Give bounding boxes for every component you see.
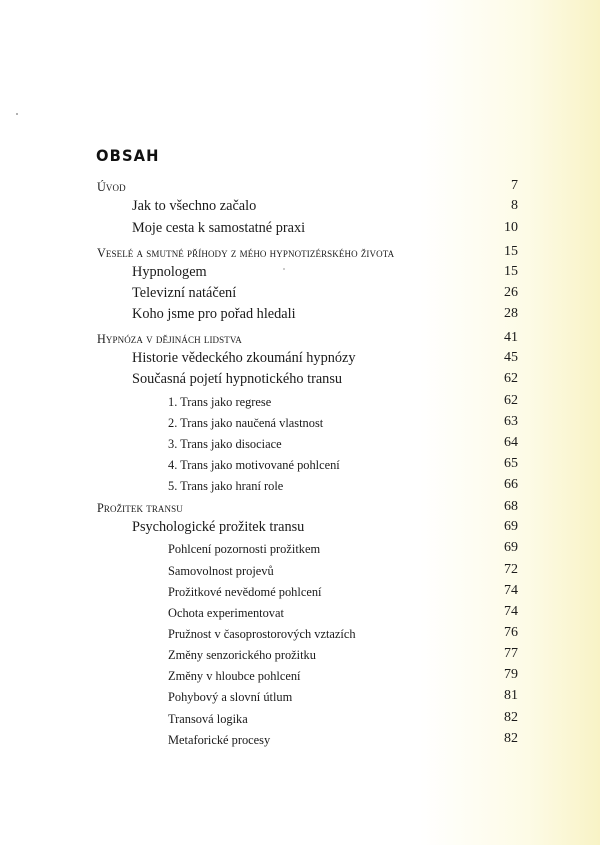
toc-entry [0, 219, 600, 241]
toc-entry-title: Hypnologem [132, 264, 207, 280]
toc-entry [0, 455, 600, 477]
toc-entry-title: Veselé a smutné příhody z mého hypnotizérského života [97, 246, 395, 260]
toc-entry [0, 730, 600, 752]
toc-entry-page-number: 65 [504, 456, 518, 471]
toc-entry-title: Prožitek transu [97, 501, 183, 515]
toc-entry [0, 561, 600, 583]
toc-entry [0, 392, 600, 414]
toc-entry [0, 497, 600, 519]
toc-entry-title: Transová logika [168, 712, 248, 726]
toc-entry [0, 242, 600, 264]
toc-entry-page-number: 7 [511, 178, 518, 193]
toc-entry-title: Změny senzorického prožitku [168, 648, 316, 662]
toc-entry-page-number: 81 [504, 688, 518, 703]
toc-entry [0, 197, 600, 219]
toc-entry-title: Samovolnost projevů [168, 564, 274, 578]
toc-entry-page-number: 64 [504, 435, 518, 450]
toc-entry-page-number: 74 [504, 583, 518, 598]
toc-entry-page-number: 26 [504, 285, 518, 300]
scan-speck [16, 113, 18, 115]
toc-entry-page-number: 8 [511, 198, 518, 213]
toc-entry-title: Úvod [97, 180, 126, 194]
toc-entry [0, 666, 600, 688]
toc-entry-page-number: 77 [504, 646, 518, 661]
toc-entry-page-number: 45 [504, 350, 518, 365]
toc-entry-title: Koho jsme pro pořad hledali [132, 306, 296, 322]
scan-speck [283, 268, 285, 270]
toc-entry [0, 434, 600, 456]
toc-entry-page-number: 41 [504, 330, 518, 345]
toc-entry-title: 4. Trans jako motivované pohlcení [168, 458, 340, 472]
toc-entry-page-number: 15 [504, 244, 518, 259]
toc-entry [0, 539, 600, 561]
toc-entry-page-number: 10 [504, 220, 518, 235]
toc-entry [0, 582, 600, 604]
toc-entry-title: Pružnost v časoprostorových vztazích [168, 627, 356, 641]
toc-entry [0, 518, 600, 540]
toc-entry-page-number: 79 [504, 667, 518, 682]
toc-entry-page-number: 62 [504, 371, 518, 386]
toc-entry-title: Televizní natáčení [132, 285, 237, 301]
toc-entry [0, 176, 600, 198]
toc-entry [0, 413, 600, 435]
toc-heading: OBSAH [96, 146, 160, 165]
toc-entry [0, 263, 600, 285]
toc-entry [0, 624, 600, 646]
toc-entry-page-number: 72 [504, 562, 518, 577]
toc-entry-title: Jak to všechno začalo [132, 198, 257, 214]
toc-entry [0, 349, 600, 371]
toc-entry-title: Ochota experimentovat [168, 606, 284, 620]
toc-entry-page-number: 82 [504, 731, 518, 746]
toc-entry-page-number: 69 [504, 519, 518, 534]
toc-entry-title: Metaforické procesy [168, 733, 271, 747]
toc-entry-page-number: 74 [504, 604, 518, 619]
toc-entry-title: Hypnóza v dějinách lidstva [97, 332, 242, 346]
toc-entry [0, 709, 600, 731]
toc-entry [0, 476, 600, 498]
toc-entry-title: Prožitkové nevědomé pohlcení [168, 585, 322, 599]
toc-entry-page-number: 69 [504, 540, 518, 555]
toc-entry-title: Moje cesta k samostatné praxi [132, 220, 306, 236]
toc-entry-page-number: 82 [504, 710, 518, 725]
toc-entry-page-number: 66 [504, 477, 518, 492]
toc-entry-page-number: 63 [504, 414, 518, 429]
toc-entry [0, 687, 600, 709]
toc-entry [0, 328, 600, 350]
toc-entry-title: 3. Trans jako disociace [168, 437, 282, 451]
toc-entry-title: 1. Trans jako regrese [168, 395, 272, 409]
toc-entry [0, 645, 600, 667]
toc-entry-title: 2. Trans jako naučená vlastnost [168, 416, 324, 430]
toc-entry [0, 603, 600, 625]
toc-entry-title: Změny v hloubce pohlcení [168, 669, 301, 683]
toc-entry-title: Pohybový a slovní útlum [168, 690, 293, 704]
toc-entry-page-number: 28 [504, 306, 518, 321]
toc-entry-title: Současná pojetí hypnotického transu [132, 371, 343, 387]
toc-entry-title: Pohlcení pozornosti prožitkem [168, 542, 321, 556]
toc-entry-page-number: 68 [504, 499, 518, 514]
toc-entry [0, 284, 600, 306]
toc-entry-page-number: 76 [504, 625, 518, 640]
toc-entry-title: Psychologické prožitek transu [132, 519, 305, 535]
toc-entry-page-number: 15 [504, 264, 518, 279]
toc-entry-page-number: 62 [504, 393, 518, 408]
toc-entry-title: Historie vědeckého zkoumání hypnózy [132, 350, 356, 366]
toc-entry [0, 370, 600, 392]
toc-entry-title: 5. Trans jako hraní role [168, 479, 284, 493]
toc-entry [0, 305, 600, 327]
